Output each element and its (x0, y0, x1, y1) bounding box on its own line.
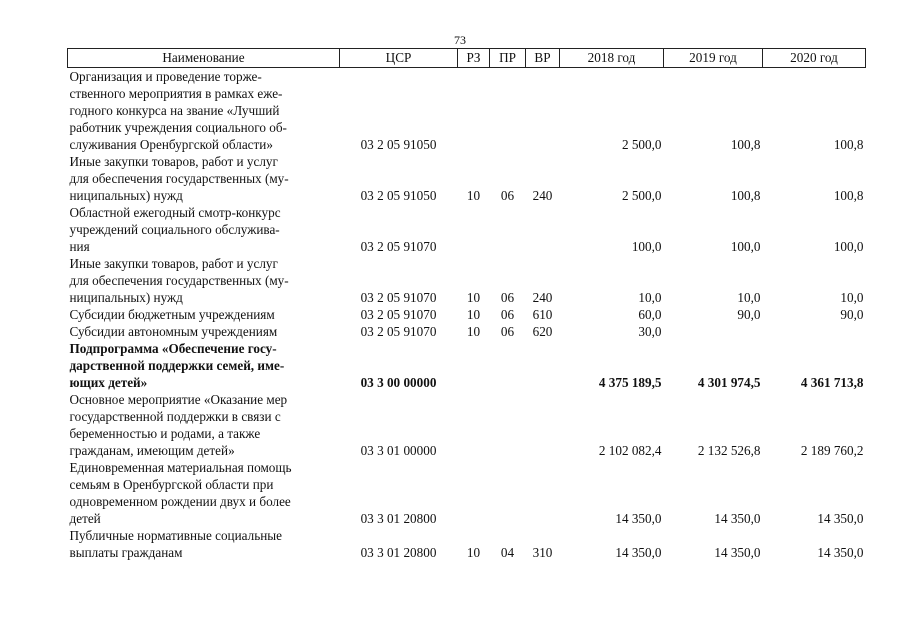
row-pr (490, 204, 526, 255)
table-row (68, 68, 866, 154)
row-2018: 60,0 (638, 307, 662, 322)
row-rz: 10 (466, 307, 481, 322)
row-name: Основное мероприятие «Оказание мер государственной поддержки в связи с беременностью и родами, а также гражданам, имеющим детей» (69, 392, 288, 458)
row-vr: 240 (532, 188, 553, 203)
table-row (68, 323, 866, 340)
row-rz (458, 68, 490, 154)
row-rz: 10 (466, 324, 481, 339)
row-2019: 2 132 526,8 (697, 443, 761, 458)
row-csr: 03 2 05 91070 (360, 324, 437, 339)
row-vr (526, 459, 560, 527)
row-2019: 4 301 974,5 (697, 375, 761, 390)
row-2020: 14 350,0 (817, 511, 864, 526)
row-name: Субсидии бюджетным учреждениям (69, 307, 275, 322)
row-pr: 06 (500, 188, 515, 203)
row-vr: 310 (532, 545, 553, 560)
row-2020 (763, 323, 866, 340)
header-2018: 2018 год (560, 49, 664, 68)
row-vr: 610 (532, 307, 553, 322)
row-vr: 620 (532, 324, 553, 339)
row-csr: 03 2 05 91050 (360, 137, 437, 152)
row-vr (526, 340, 560, 391)
row-pr (490, 459, 526, 527)
row-pr: 04 (500, 545, 515, 560)
row-2020: 4 361 713,8 (800, 375, 864, 390)
row-vr (526, 68, 560, 154)
header-vr: ВР (526, 49, 560, 68)
row-vr (526, 391, 560, 459)
row-csr: 03 2 05 91050 (360, 188, 437, 203)
header-pr: ПР (490, 49, 526, 68)
header-name: Наименование (68, 49, 340, 68)
row-csr: 03 3 01 20800 (360, 511, 437, 526)
row-name: Подпрограмма «Обеспечение госу- дарственной поддержки семей, име- ющих детей» (69, 341, 285, 390)
row-2020: 100,8 (833, 188, 864, 203)
row-name: Публичные нормативные социальные выплаты гражданам (69, 528, 282, 560)
row-2019: 14 350,0 (714, 511, 761, 526)
row-rz (458, 204, 490, 255)
row-2019: 100,8 (730, 188, 761, 203)
row-rz (458, 459, 490, 527)
row-2019: 100,0 (730, 239, 761, 254)
row-2018: 30,0 (638, 324, 662, 339)
row-vr (526, 204, 560, 255)
table-row (68, 527, 866, 561)
budget-table (67, 48, 866, 561)
row-csr: 03 3 01 00000 (360, 443, 437, 458)
row-2019: 10,0 (737, 290, 761, 305)
page-number: 73 (454, 33, 466, 47)
row-2020: 90,0 (840, 307, 864, 322)
row-2018: 4 375 189,5 (598, 375, 662, 390)
table-row (68, 306, 866, 323)
table-header (68, 49, 866, 68)
row-rz: 10 (466, 188, 481, 203)
row-pr (490, 68, 526, 154)
row-pr (490, 340, 526, 391)
row-csr: 03 3 01 20800 (360, 545, 437, 560)
row-rz: 10 (466, 545, 481, 560)
row-pr: 06 (500, 324, 515, 339)
row-pr: 06 (500, 307, 515, 322)
row-2018: 10,0 (638, 290, 662, 305)
table-body (68, 68, 866, 562)
row-2020: 2 189 760,2 (800, 443, 864, 458)
row-rz: 10 (466, 290, 481, 305)
table-row (68, 204, 866, 255)
row-2018: 2 500,0 (621, 188, 662, 203)
row-name: Единовременная материальная помощь семьям в Оренбургской области при одновременном рождении двух и более детей (69, 460, 292, 526)
row-2020: 14 350,0 (817, 545, 864, 560)
row-csr: 03 3 00 00000 (360, 375, 437, 390)
row-2018: 100,0 (631, 239, 662, 254)
row-name: Субсидии автономным учреждениям (69, 324, 278, 339)
row-2020: 100,0 (833, 239, 864, 254)
table-row (68, 391, 866, 459)
row-2019: 100,8 (730, 137, 761, 152)
header-row (68, 49, 866, 68)
row-2019: 90,0 (737, 307, 761, 322)
row-pr (490, 391, 526, 459)
table-row (68, 153, 866, 204)
header-2020: 2020 год (763, 49, 866, 68)
row-rz (458, 391, 490, 459)
row-2018: 2 500,0 (621, 137, 662, 152)
row-vr: 240 (532, 290, 553, 305)
row-rz (458, 340, 490, 391)
row-2020: 10,0 (840, 290, 864, 305)
row-2018: 14 350,0 (615, 511, 662, 526)
row-2019: 14 350,0 (714, 545, 761, 560)
row-name: Иные закупки товаров, работ и услуг для обеспечения государственных (му- ниципальных) нужд (69, 154, 289, 203)
table-row (68, 340, 866, 391)
row-pr: 06 (500, 290, 515, 305)
row-2018: 14 350,0 (615, 545, 662, 560)
table-row (68, 255, 866, 306)
row-name: Областной ежегодный смотр-конкурс учреждений социального обслужива- ния (69, 205, 281, 254)
row-csr: 03 2 05 91070 (360, 290, 437, 305)
header-2019: 2019 год (664, 49, 763, 68)
row-csr: 03 2 05 91070 (360, 307, 437, 322)
table-row (68, 459, 866, 527)
row-2020: 100,8 (833, 137, 864, 152)
header-csr: ЦСР (340, 49, 458, 68)
row-csr: 03 2 05 91070 (360, 239, 437, 254)
row-2019 (664, 323, 763, 340)
row-name: Организация и проведение торже- ственного мероприятия в рамках еже- годного конкурса на звание «Лучший работник учреждения социального об- служивания Оренбургской области» (69, 69, 287, 152)
row-name: Иные закупки товаров, работ и услуг для обеспечения государственных (му- ниципальных) нужд (69, 256, 289, 305)
row-2018: 2 102 082,4 (598, 443, 662, 458)
header-rz: РЗ (458, 49, 490, 68)
